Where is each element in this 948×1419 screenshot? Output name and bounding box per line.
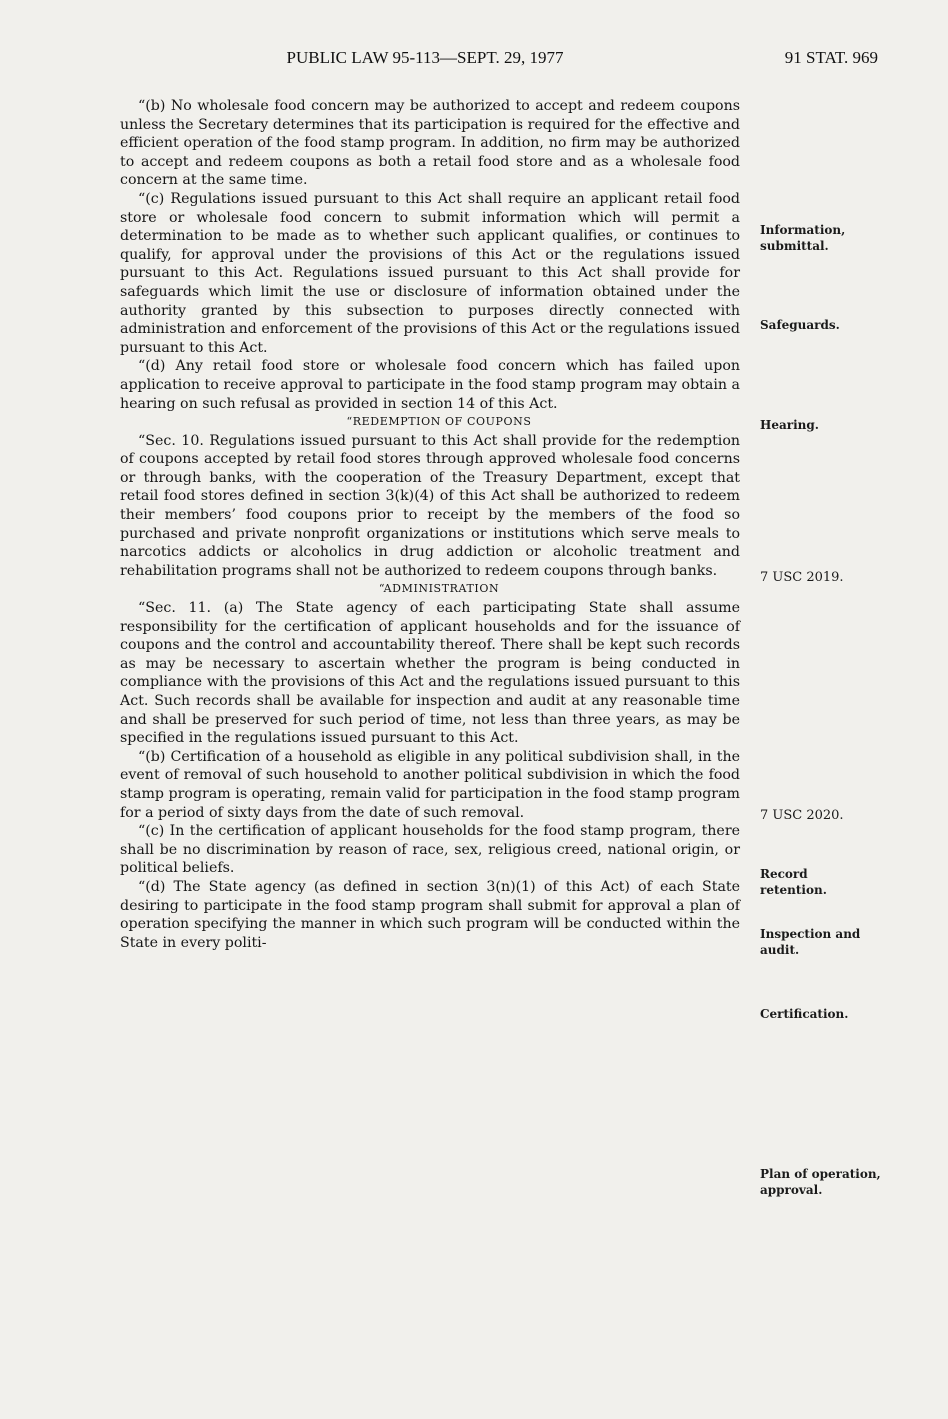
margin-note-7usc2020: 7 USC 2020. — [760, 808, 844, 823]
page-header-stat: 91 STAT. 969 — [784, 48, 878, 67]
margin-note-hearing: Hearing. — [760, 418, 819, 432]
margin-note-7usc2019: 7 USC 2019. — [760, 570, 844, 585]
section-11-a: “Sec. 11. (a) The State agency of each participating State shall assume responsibility for the certification of applicant households and for the issuance of coupons and the control and accountability thereof. There shall be kept such records as may be necessary to ascertain whether the program is being conducted in compliance with the provisions of this Act and the regulations issued pursuant to this Act. Such records shall be available for inspection and audit at any reasonable time and shall be preserved for such period of time, not less than three years, as may be specified in the regulations issued pursuant to this Act. — [120, 600, 740, 747]
paragraph-d: “(d) Any retail food store or wholesale food concern which has failed upon application to receive approval to participate in the food stamp program may obtain a hearing on such refusal as provided in section 14 of this Act. — [120, 358, 740, 412]
paragraph-c: “(c) Regulations issued pursuant to this Act shall require an applicant retail food store or wholesale food concern to submit information which will permit a determination to be made as to whether such applicant qualifies, or continues to qualify, for approval under the provisions of this Act or the regulations issued pursuant to this Act. Regulations issued pursuant to this Act shall provide for safeguards which limit the use or disclosure of information obtained under the authority granted by this subsection to purposes directly connected with administration and enforcement of the provisions of this Act or the regulations issued pursuant to this Act. — [120, 190, 740, 356]
margin-note-record-retention: Record retention. — [760, 867, 827, 897]
margin-note-information: Information, submittal. — [760, 223, 846, 253]
margin-note-plan-of-operation: Plan of operation, approval. — [760, 1167, 881, 1197]
paragraph-b: “(b) No wholesale food concern may be authorized to accept and redeem coupons unless the Secretary determines that its participation is required for the effective and efficient operation of the food stamp program. In addition, no firm may be authorized to accept and redeem coupons as both a retail food store and as a wholesale food concern at the same time. — [120, 98, 740, 189]
page-header-title: PUBLIC LAW 95-113—SEPT. 29, 1977 — [286, 48, 564, 67]
section-10: “Sec. 10. Regulations issued pursuant to this Act shall provide for the redemption of coupons accepted by retail food stores through approved wholesale food concerns or through banks, with the cooperation of the Treasury Department, except that retail food stores defined in section 3(k)(4) of this Act shall be authorized to redeem their members’ food coupons prior to receipt by the members of the food so purchased and private nonprofit organizations or institutions which serve meals to narcotics addicts or alcoholics in drug addiction or alcoholic treatment and rehabilitation programs shall not be authorized to redeem coupons through banks. — [120, 432, 740, 579]
margin-note-certification: Certification. — [760, 1007, 849, 1021]
heading-redemption: “REDEMPTION OF COUPONS — [346, 415, 532, 429]
margin-note-safeguards: Safeguards. — [760, 318, 840, 332]
section-11-c: “(c) In the certification of applicant households for the food stamp program, there shall be no discrimination by reason of race, sex, religious creed, national origin, or political beliefs. — [120, 823, 740, 877]
margin-note-inspection-audit: Inspection and audit. — [760, 927, 861, 957]
section-11-b: “(b) Certification of a household as eligible in any political subdivision shall, in the event of removal of such household to another political subdivision in which the food stamp program is operating, remain valid for participation in the food stamp program for a period of sixty days from the date of such removal. — [120, 748, 740, 821]
section-11-d: “(d) The State agency (as defined in section 3(n)(1) of this Act) of each State desiring to participate in the food stamp program shall submit for approval a plan of operation specifying the manner in which such program will be conducted within the State in every politi- — [120, 878, 740, 951]
body-block-1 — [120, 97, 740, 952]
heading-administration: “ADMINISTRATION — [378, 582, 500, 596]
